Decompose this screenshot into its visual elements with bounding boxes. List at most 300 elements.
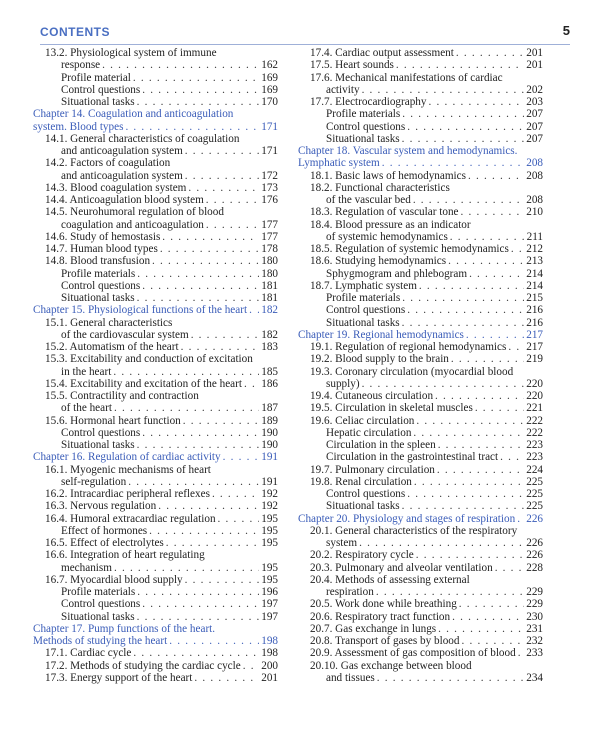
toc-entry [298,268,543,280]
entry-title: 18.5. Regulation of systemic hemodynamics [310,243,509,255]
dot-leader [450,231,525,243]
entry-title: 18.1. Basic laws of hemodynamics [310,169,466,182]
entry-title: 19.2. Blood supply to the brain [310,353,449,366]
entry-page-number: 195 [261,573,278,586]
toc-entry [298,402,543,414]
dot-leader [160,243,259,255]
dot-leader [113,366,259,378]
toc-entry [33,72,278,84]
entry-title: Chapter 20. Physiology and stages of respiration [298,512,516,525]
entry-page-number: 187 [261,402,278,415]
toc-entry [33,194,278,206]
toc-entry [298,623,543,635]
dot-leader [414,476,524,488]
entry-page-number: 214 [526,267,543,280]
dot-leader [137,268,259,280]
entry-page-number: 216 [526,316,543,329]
entry-title: of the cardiovascular system [61,328,189,341]
toc-entry [33,513,278,525]
entry-title: 14.8. Blood transfusion [45,255,151,268]
entry-page-number: 171 [261,145,278,157]
entry-title: Control questions [61,598,141,611]
toc-entry-text: 16.1. Myogenic mechanisms of heart [45,463,211,476]
dot-leader [244,378,259,390]
dot-leader [137,586,259,598]
toc-entry [298,464,543,476]
dot-leader [212,488,259,500]
toc-entry [298,59,543,71]
dot-leader [461,635,524,647]
entry-page-number: 170 [261,96,278,108]
entry-title: 16.3. Nervous regulation [45,500,157,513]
dot-leader [137,96,260,108]
dot-leader [438,623,524,635]
toc-entry [33,439,278,451]
entry-page-number: 221 [526,402,543,415]
entry-page-number: 222 [526,414,543,427]
entry-page-number: 213 [526,255,543,268]
dot-leader [517,513,524,525]
entry-page-number: 231 [526,622,543,635]
entry-title: 14.4. Anticoagulation blood system [45,194,204,206]
entry-page-number: 217 [526,328,543,341]
entry-page-number: 228 [526,561,543,574]
toc-entry [33,378,278,390]
chapter-entry [33,304,278,316]
entry-page-number: 208 [526,157,543,170]
entry-page-number: 226 [526,537,543,549]
entry-page-number: 212 [526,243,543,255]
entry-page-number: 208 [526,169,543,182]
entry-title: 20.2. Respiratory cycle [310,549,414,562]
dot-leader [188,182,259,194]
dot-leader [407,121,524,133]
toc-entry [33,476,278,488]
entry-title: 20.3. Pulmonary and alveolar ventilation [310,561,493,574]
toc-entry [298,243,543,255]
entry-page-number: 214 [526,279,543,292]
dot-leader [114,402,259,414]
entry-page-number: 192 [261,500,278,513]
toc-entry [33,84,278,96]
dot-leader [142,598,259,610]
dot-leader [243,660,259,672]
dot-leader [137,439,260,451]
toc-entry [298,280,543,292]
toc-entry [298,476,543,488]
page-number: 5 [562,23,570,38]
toc-entry [33,525,278,537]
entry-title: 18.7. Lymphatic system [310,279,417,292]
entry-page-number: 198 [261,635,278,647]
dot-leader [451,353,524,365]
toc-entry-text: 18.4. Blood pressure as an indicator [310,218,471,231]
entry-title: 16.2. Intracardiac peripheral reflexes [45,488,210,500]
toc-entry [33,598,278,610]
entry-title: 20.8. Transport of gases by blood [310,635,460,647]
dot-leader [185,170,259,182]
entry-page-number: 181 [261,279,278,292]
entry-title: in the heart [61,365,112,378]
entry-title: 15.2. Automatism of the heart [45,341,179,353]
dot-leader [456,47,524,59]
dot-leader [461,206,525,218]
entry-title: and tissues [326,671,375,684]
dot-leader [402,500,525,512]
dot-leader [133,72,259,84]
dot-leader [518,647,525,659]
entry-title: Control questions [326,304,406,317]
entry-title: and anticoagulation system [61,145,183,157]
toc-entry [33,402,278,414]
toc-entry [298,108,543,120]
toc-entry [33,329,278,341]
toc-entry [33,219,278,231]
entry-page-number: 226 [526,549,543,562]
dot-leader [429,96,525,108]
dot-leader [475,402,524,414]
entry-page-number: 173 [261,181,278,194]
entry-title: 19.8. Renal circulation [310,475,412,488]
dot-leader [359,537,524,549]
dot-leader [142,84,259,96]
toc-entry-text: 18.2. Functional characteristics [310,181,450,194]
entry-title: Profile materials [326,108,401,121]
entry-page-number: 197 [261,598,278,611]
entry-title: Methods of studying the heart [33,635,168,647]
toc-entry [298,206,543,218]
entry-title: and anticoagulation system [61,169,183,182]
entry-page-number: 234 [526,671,543,684]
entry-title: Effect of hormones [61,524,148,537]
entry-title: Circulation in the spleen [326,439,436,451]
toc-entry [298,341,543,353]
entry-page-number: 176 [261,194,278,206]
entry-page-number: 177 [261,230,278,243]
dot-leader [402,317,525,329]
entry-page-number: 222 [526,426,543,439]
toc-entry [33,170,278,182]
toc-entry [33,366,278,378]
entry-page-number: 186 [261,377,278,390]
entry-page-number: 203 [526,96,543,108]
entry-title: 14.3. Blood coagulation system [45,181,187,194]
entry-page-number: 177 [261,218,278,231]
entry-page-number: 215 [526,292,543,304]
chapter-entry [33,451,278,463]
entry-title: Situational tasks [61,610,135,623]
toc-entry [298,317,543,329]
entry-page-number: 201 [261,671,278,684]
dot-leader [142,280,259,292]
toc-entry [298,500,543,512]
dot-leader [102,59,259,71]
toc-entry [298,635,543,647]
toc-entry [298,647,543,659]
entry-page-number: 225 [526,488,543,500]
entry-title: 17.4. Cardiac output assessment [310,47,454,59]
entry-title: of systemic hemodynamics [326,230,448,243]
dot-leader [459,598,524,610]
entry-title: Situational tasks [326,316,400,329]
entry-page-number: 195 [261,537,278,549]
toc-entry-text: 15.5. Contractility and contraction [45,390,199,402]
dot-leader [382,157,524,169]
entry-page-number: 171 [261,120,278,133]
entry-title: 20.5. Work done while breathing [310,598,457,611]
entry-title: 17.5. Heart sounds [310,59,394,72]
entry-title: of the vascular bed [326,194,411,206]
toc-entry [33,537,278,549]
entry-title: mechanism [61,561,112,574]
entry-title: Chapter 15. Physiological functions of the heart [33,304,248,317]
entry-page-number: 216 [526,304,543,317]
dot-leader [511,243,524,255]
dot-leader [206,219,259,231]
toc-entry [298,451,543,463]
dot-leader [183,415,259,427]
toc-entry [298,255,543,267]
toc-entry [298,96,543,108]
dot-leader [437,464,524,476]
toc-entry [33,59,278,71]
page-title: CONTENTS [40,25,110,39]
dot-leader [181,341,260,353]
toc-entry [298,415,543,427]
entry-page-number: 178 [261,243,278,255]
entry-title: Control questions [61,279,141,292]
toc-entry [33,243,278,255]
toc-entry-text: 17.6. Mechanical manifestations of cardiac [310,71,503,84]
entry-title: respiration [326,586,374,598]
toc-entry [33,660,278,672]
toc-entry [298,562,543,574]
entry-page-number: 230 [526,610,543,623]
entry-title: Hepatic circulation [326,426,412,439]
dot-leader [125,121,259,133]
entry-title: Chapter 16. Regulation of cardiac activity [33,451,221,464]
chapter-heading: Chapter 14. Coagulation and anticoagulation [33,108,234,121]
toc-entry [298,672,543,684]
chapter-entry [298,513,543,525]
entry-title: activity [326,83,360,96]
entry-page-number: 220 [526,377,543,390]
entry-page-number: 229 [526,586,543,598]
entry-page-number: 169 [261,71,278,84]
entry-title: Control questions [326,120,406,133]
entry-page-number: 191 [261,475,278,488]
entry-title: Circulation in the gastrointestinal tract [326,451,499,464]
chapter-entry [298,157,543,169]
entry-title: Control questions [326,488,406,500]
dot-leader [402,292,524,304]
entry-page-number: 189 [261,414,278,427]
entry-page-number: 223 [526,439,543,451]
dot-leader [137,292,260,304]
toc-entry [298,170,543,182]
entry-title: of the heart [61,402,112,415]
entry-title: 16.5. Effect of electrolytes [45,537,164,549]
toc-column-left [33,47,278,684]
toc-entry [298,549,543,561]
entry-page-number: 182 [261,304,278,317]
dot-leader [185,574,260,586]
entry-page-number: 169 [261,83,278,96]
entry-title: 19.1. Regulation of regional hemodynamics [310,341,507,353]
entry-page-number: 192 [261,488,278,500]
dot-leader [416,549,524,561]
dot-leader [438,439,525,451]
dot-leader [500,451,524,463]
entry-page-number: 207 [526,132,543,145]
entry-title: Situational tasks [61,292,135,304]
toc-entry-text: 14.5. Neurohumoral regulation of blood [45,206,224,219]
dot-leader [396,59,524,71]
dot-leader [402,108,524,120]
dot-leader [133,647,259,659]
entry-page-number: 198 [261,647,278,660]
entry-page-number: 195 [261,512,278,525]
dot-leader [166,537,259,549]
entry-page-number: 195 [261,561,278,574]
toc-entry-text: 15.3. Excitability and conduction of excitation [45,353,253,366]
entry-page-number: 219 [526,353,543,366]
entry-title: Sphygmogram and phlebogram [326,267,468,280]
entry-page-number: 207 [526,108,543,121]
toc-column-right [298,47,543,684]
toc-entry [298,598,543,610]
dot-leader [416,415,524,427]
entry-page-number: 197 [261,610,278,623]
entry-page-number: 224 [526,463,543,476]
toc-entry [33,280,278,292]
entry-page-number: 201 [526,59,543,72]
toc-entry [298,194,543,206]
dot-leader [419,280,524,292]
entry-title: 17.7. Electrocardiography [310,96,427,108]
entry-title: system [326,537,358,549]
entry-page-number: 183 [261,341,278,353]
chapter-entry [33,635,278,647]
entry-page-number: 225 [526,500,543,513]
entry-title: 18.6. Studying hemodynamics [310,255,447,268]
entry-title: 17.3. Energy support of the heart [45,671,193,684]
dot-leader [128,476,259,488]
entry-page-number: 180 [261,267,278,280]
entry-title: 16.7. Myocardial blood supply [45,573,183,586]
entry-title: Control questions [61,426,141,439]
toc-entry [33,647,278,659]
entry-page-number: 211 [526,230,543,243]
toc-entry [298,353,543,365]
entry-page-number: 233 [526,647,543,660]
entry-title: 19.7. Pulmonary circulation [310,463,435,476]
toc-entry [33,562,278,574]
entry-page-number: 196 [261,586,278,598]
entry-page-number: 217 [526,341,543,353]
toc-entry [33,415,278,427]
entry-title: 16.4. Humoral extracardiac regulation [45,512,216,525]
dot-leader [468,170,524,182]
toc-entry [298,378,543,390]
toc-entry [298,47,543,59]
dot-leader [377,672,524,684]
entry-title: Situational tasks [61,96,135,108]
toc-entry-text: 20.4. Methods of assessing external [310,573,470,586]
entry-page-number: 185 [261,365,278,378]
dot-leader [152,255,259,267]
toc-entry [33,611,278,623]
chapter-entry [298,329,543,341]
entry-page-number: 190 [261,439,278,451]
dot-leader [206,194,259,206]
entry-page-number: 182 [261,328,278,341]
entry-title: 20.7. Gas exchange in lungs [310,622,437,635]
chapter-heading: Chapter 17. Pump functions of the heart. [33,622,216,635]
entry-page-number: 195 [261,524,278,537]
entry-page-number: 191 [261,451,278,464]
toc-entry [298,427,543,439]
toc-entry [298,304,543,316]
dot-leader [407,304,524,316]
entry-title: 15.6. Hormonal heart function [45,414,181,427]
toc-entry [298,488,543,500]
entry-page-number: 207 [526,120,543,133]
toc-entry [33,427,278,439]
dot-leader [249,304,259,316]
entry-title: Control questions [61,83,141,96]
entry-title: 14.7. Human blood types [45,243,158,255]
entry-title: 14.6. Study of hemostasis [45,230,161,243]
toc-entry [33,292,278,304]
dot-leader [508,341,524,353]
chapter-entry [33,121,278,133]
toc-entry-text: 16.6. Integration of heart regulating [45,549,205,562]
entry-page-number: 208 [526,194,543,206]
entry-page-number: 225 [526,475,543,488]
entry-title: 20.9. Assessment of gas composition of blood [310,647,516,660]
entry-page-number: 226 [526,512,543,525]
toc-entry-text: 19.3. Coronary circulation (myocardial blood [310,365,514,378]
dot-leader [223,451,260,463]
dot-leader [407,488,524,500]
dot-leader [413,427,524,439]
entry-title: Situational tasks [326,500,400,513]
dot-leader [362,378,525,390]
dot-leader [362,84,525,96]
page-header [40,22,570,45]
toc-entry [298,390,543,402]
entry-page-number: 180 [261,255,278,268]
dot-leader [114,562,259,574]
dot-leader [169,635,259,647]
dot-leader [149,525,259,537]
dot-leader [158,500,259,512]
toc-entry [33,672,278,684]
entry-title: Situational tasks [326,132,400,145]
toc-entry [33,574,278,586]
toc-entry [33,268,278,280]
toc-entry [298,84,543,96]
dot-leader [413,194,524,206]
toc-entry [33,488,278,500]
entry-title: 19.6. Celiac circulation [310,414,415,427]
toc-entry [298,611,543,623]
toc-entry-text: 20.10. Gas exchange between blood [310,659,472,672]
toc-entry [33,500,278,512]
entry-page-number: 229 [526,598,543,611]
toc-entry [298,121,543,133]
